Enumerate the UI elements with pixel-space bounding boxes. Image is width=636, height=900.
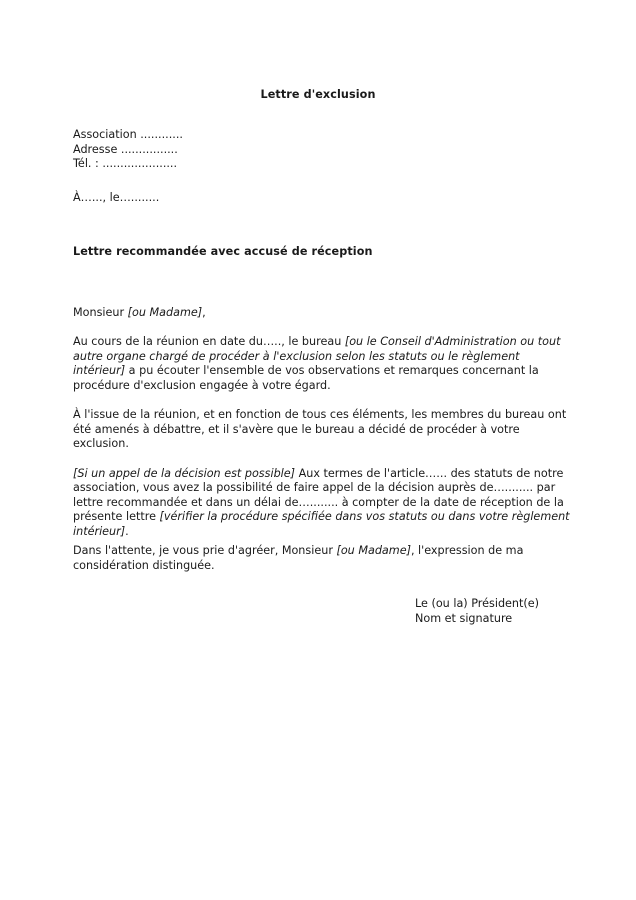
paragraph-appeal-condition: [Si un appel de la décision est possible] <box>73 466 296 480</box>
sender-address-line: Adresse ................ <box>73 142 178 156</box>
registered-mail-notice: Lettre recommandée avec accusé de réception <box>73 245 373 258</box>
paragraph-appeal-placeholder: [vérifier la procédure spécifiée dans vos statuts ou dans votre règlement intérieur] <box>73 510 570 538</box>
page-title: Lettre d'exclusion <box>260 88 376 101</box>
letter-body <box>73 306 571 540</box>
signature-role-line: Le (ou la) Président(e) <box>415 597 540 610</box>
paragraph-appeal-part2: . <box>125 524 129 538</box>
place-and-date-line: À…..., le…........ <box>73 191 160 204</box>
sender-details-block <box>73 128 183 172</box>
paragraph-appeal-part1: Aux termes de l'article.….. des statuts de notre association, vous avez la possibilité de faire appel de la décision auprès de…........ par lettre recommandée et dans un délai de…........ à compter de la date de réception de la présente lettre <box>73 466 564 524</box>
sender-phone-line: Tél. : ..................... <box>73 157 178 171</box>
salutation-plain-text: Monsieur <box>73 306 128 319</box>
salutation-comma: , <box>202 306 206 319</box>
salutation-placeholder: [ou Madame] <box>127 306 203 319</box>
paragraph-meeting <box>73 335 571 393</box>
signature-block <box>415 597 539 626</box>
paragraph-closing-placeholder: [ou Madame] <box>336 544 411 557</box>
salutation <box>73 306 571 321</box>
sender-association-line: Association ............ <box>73 128 183 141</box>
paragraph-closing-part1: Dans l'attente, je vous prie d'agréer, Monsieur <box>73 544 337 557</box>
paragraph-meeting-part1: Au cours de la réunion en date du….., le bureau <box>73 335 345 349</box>
paragraph-meeting-part2: a pu écouter l'ensemble de vos observations et remarques concernant la procédure d'exclusion engagée à votre égard. <box>73 364 539 392</box>
paragraph-decision <box>73 408 571 452</box>
paragraph-meeting-placeholder: [ou le Conseil d'Administration ou tout autre organe chargé de procéder à l'exclusion selon les statuts ou le règlement intérieur] <box>73 335 561 378</box>
paragraph-decision-text: À l'issue de la réunion, et en fonction de tous ces éléments, les membres du bureau ont été amenés à débattre, et il s'avère que le bureau a décidé de procéder à votre exclusion. <box>73 408 567 451</box>
paragraph-closing <box>73 544 571 573</box>
paragraph-appeal <box>73 467 571 540</box>
paragraph-closing-part2: , l'expression de ma considération distinguée. <box>73 544 524 572</box>
signature-name-line: Nom et signature <box>415 611 513 625</box>
